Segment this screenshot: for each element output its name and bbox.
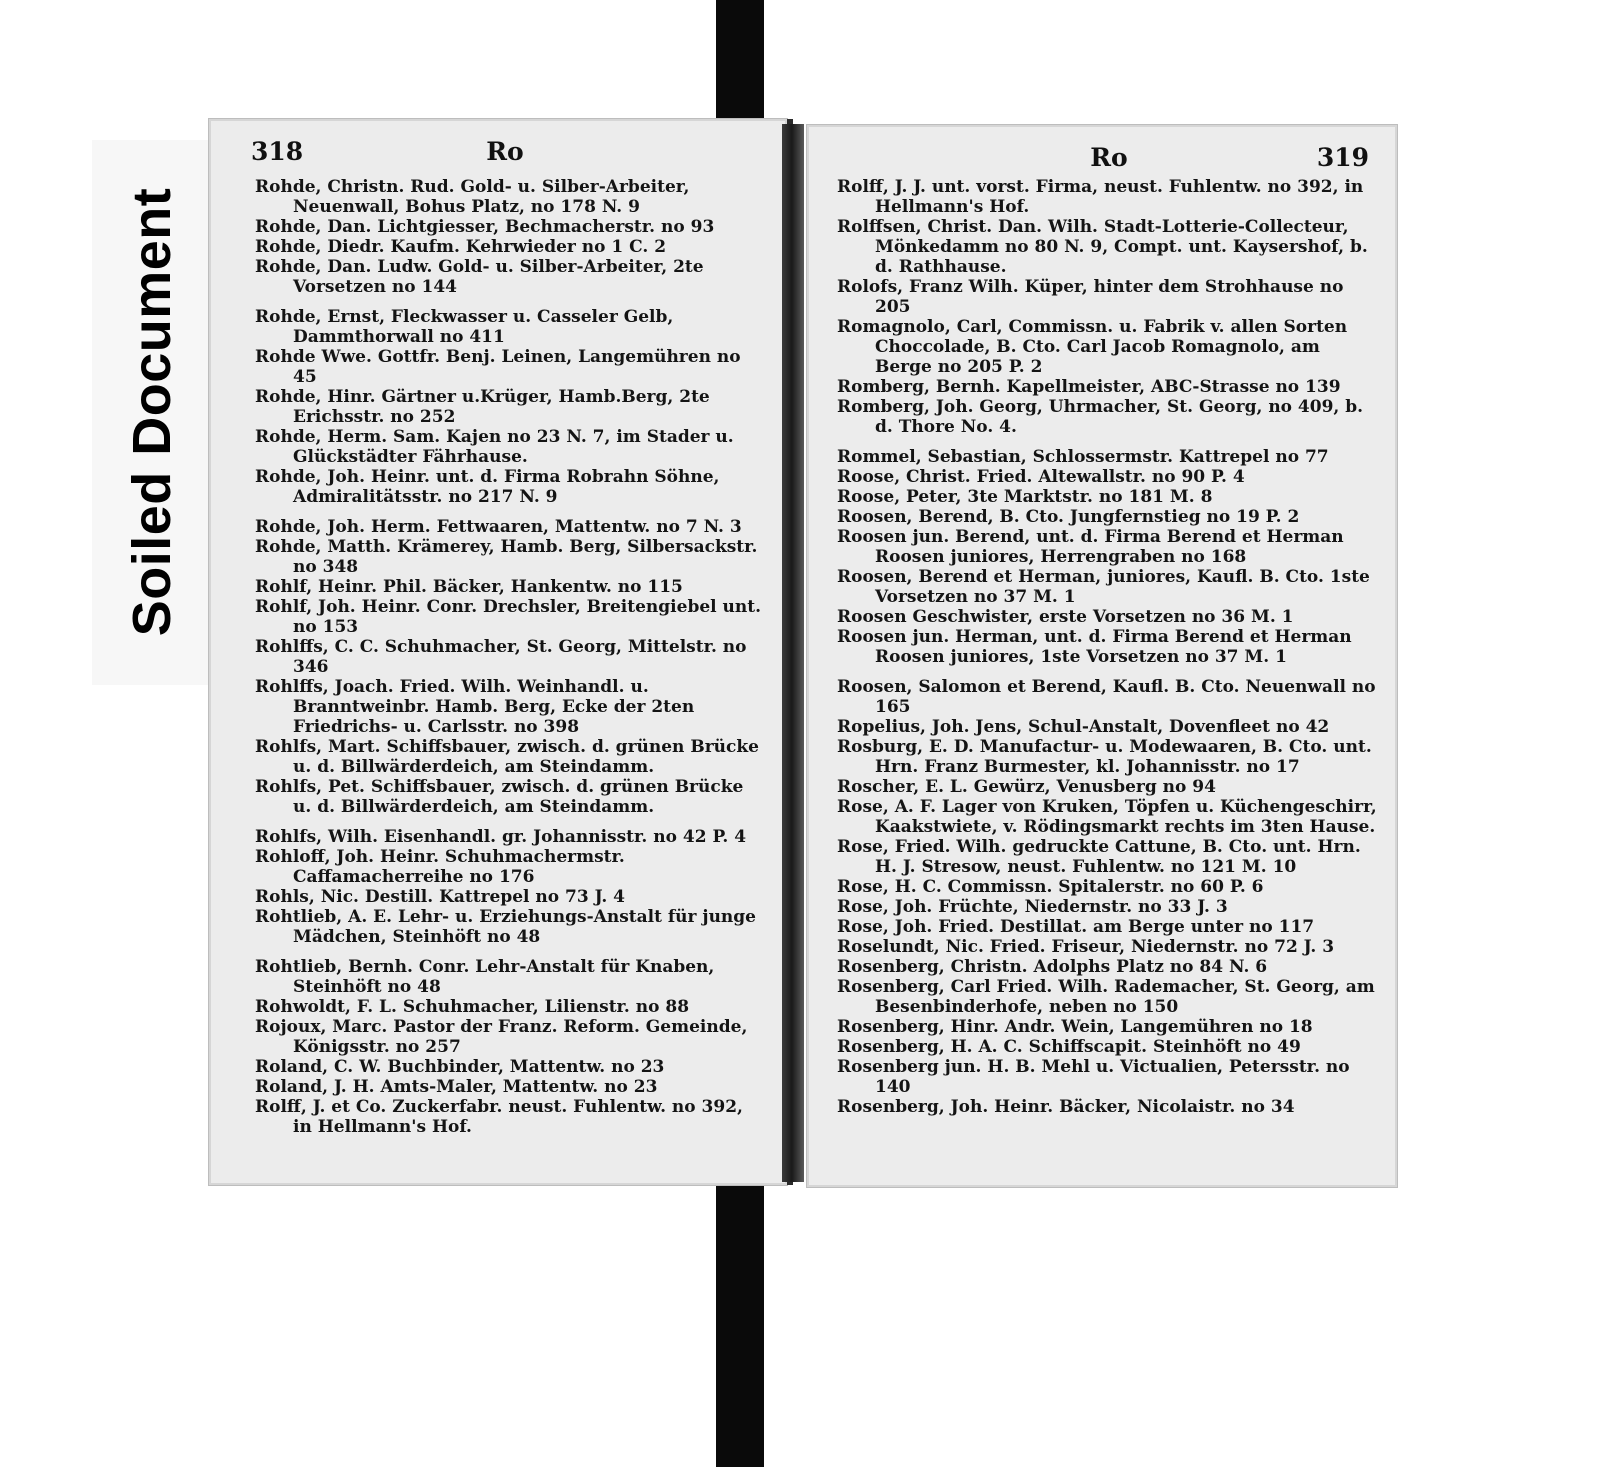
directory-entry: Rose, Joh. Fried. Destillat. am Berge unter no 117 [837, 917, 1315, 937]
directory-entry: Rose, A. F. Lager von Kruken, Töpfen u. Küchengeschirr, Kaakstwiete, v. Rödingsmarkt rechts im 3ten Hause. [837, 797, 1377, 837]
directory-entry: Rommel, Sebastian, Schlossermstr. Kattrepel no 77 [837, 447, 1329, 467]
directory-entry: Roosen, Berend et Herman, juniores, Kaufl. B. Cto. 1ste Vorsetzen no 37 M. 1 [837, 567, 1370, 607]
directory-entry: Rohde, Diedr. Kaufm. Kehrwieder no 1 C. 2 [255, 237, 667, 257]
directory-entry: Ropelius, Joh. Jens, Schul-Anstalt, Dovenfleet no 42 [837, 717, 1330, 737]
directory-entry: Rosenberg, Carl Fried. Wilh. Rademacher, St. Georg, am Besenbinderhofe, neben no 150 [837, 977, 1375, 1017]
left-entry-list [255, 177, 765, 1137]
left-page [208, 118, 788, 1186]
directory-entry: Rosenberg, Hinr. Andr. Wein, Langemühren no 18 [837, 1017, 1313, 1037]
directory-entry: Rolff, J. J. unt. vorst. Firma, neust. Fuhlentw. no 392, in Hellmann's Hof. [837, 177, 1364, 217]
directory-entry: Romberg, Joh. Georg, Uhrmacher, St. Georg, no 409, b. d. Thore No. 4. [837, 397, 1364, 437]
right-entry-list [837, 177, 1381, 1117]
directory-entry: Rohtlieb, Bernh. Conr. Lehr-Anstalt für Knaben, Steinhöft no 48 [255, 957, 715, 997]
directory-entry: Roosen jun. Herman, unt. d. Firma Berend et Herman Roosen juniores, 1ste Vorsetzen no 37 M. 1 [837, 627, 1352, 667]
directory-entry: Rohde, Dan. Lichtgiesser, Bechmacherstr. no 93 [255, 217, 715, 237]
directory-entry: Rohloff, Joh. Heinr. Schuhmachermstr. Caffamacherreihe no 176 [255, 847, 625, 887]
directory-entry: Rohde Wwe. Gottfr. Benj. Leinen, Langemühren no 45 [255, 347, 741, 387]
right-running-head: Ro [1090, 143, 1128, 172]
directory-entry: Rohlf, Joh. Heinr. Conr. Drechsler, Breitengiebel unt. no 153 [255, 597, 762, 637]
directory-entry: Rohde, Joh. Herm. Fettwaaren, Mattentw. no 7 N. 3 [255, 517, 742, 537]
book-spine [782, 124, 804, 1182]
directory-entry: Rohde, Herm. Sam. Kajen no 23 N. 7, im Stader u. Glückstädter Fährhause. [255, 427, 734, 467]
directory-entry: Rose, Joh. Früchte, Niedernstr. no 33 J. 3 [837, 897, 1228, 917]
directory-entry: Rohde, Matth. Krämerey, Hamb. Berg, Silbersackstr. no 348 [255, 537, 758, 577]
left-running-head: Ro [486, 137, 524, 166]
directory-entry: Roose, Christ. Fried. Altewallstr. no 90 P. 4 [837, 467, 1245, 487]
directory-entry: Rohlfs, Mart. Schiffsbauer, zwisch. d. grünen Brücke u. d. Billwärderdeich, am Steindamm. [255, 737, 759, 777]
directory-entry: Rohlffs, Joach. Fried. Wilh. Weinhandl. u. Branntweinbr. Hamb. Berg, Ecke der 2ten Friedrichs- u. Carlsstr. no 398 [255, 677, 695, 737]
directory-entry: Roselundt, Nic. Fried. Friseur, Niedernstr. no 72 J. 3 [837, 937, 1335, 957]
directory-entry: Rohlfs, Wilh. Eisenhandl. gr. Johannisstr. no 42 P. 4 [255, 827, 747, 847]
directory-entry: Rose, Fried. Wilh. gedruckte Cattune, B. Cto. unt. Hrn. H. J. Stresow, neust. Fuhlentw. no 121 M. 10 [837, 837, 1361, 877]
left-page-header [251, 137, 759, 177]
directory-entry: Rohde, Christn. Rud. Gold- u. Silber-Arbeiter, Neuenwall, Bohus Platz, no 178 N. 9 [255, 177, 690, 217]
directory-entry: Rolff, J. et Co. Zuckerfabr. neust. Fuhlentw. no 392, in Hellmann's Hof. [255, 1097, 743, 1137]
directory-entry: Rose, H. C. Commissn. Spitalerstr. no 60 P. 6 [837, 877, 1264, 897]
directory-entry: Rohls, Nic. Destill. Kattrepel no 73 J. 4 [255, 887, 625, 907]
directory-entry: Rohtlieb, A. E. Lehr- u. Erziehungs-Anstalt für junge Mädchen, Steinhöft no 48 [255, 907, 756, 947]
directory-entry: Roose, Peter, 3te Marktstr. no 181 M. 8 [837, 487, 1213, 507]
directory-entry: Rohlffs, C. C. Schuhmacher, St. Georg, Mittelstr. no 346 [255, 637, 747, 677]
directory-entry: Rosenberg, H. A. C. Schiffscapit. Steinhöft no 49 [837, 1037, 1301, 1057]
directory-entry: Rohlf, Heinr. Phil. Bäcker, Hankentw. no 115 [255, 577, 683, 597]
directory-entry: Rohde, Joh. Heinr. unt. d. Firma Robrahn Söhne, Admiralitätsstr. no 217 N. 9 [255, 467, 720, 507]
directory-entry: Rohde, Dan. Ludw. Gold- u. Silber-Arbeiter, 2te Vorsetzen no 144 [255, 257, 704, 297]
soiled-document-stamp: Soiled Document [122, 187, 182, 637]
directory-entry: Rohlfs, Pet. Schiffsbauer, zwisch. d. grünen Brücke u. d. Billwärderdeich, am Steindamm. [255, 777, 744, 817]
directory-entry: Romagnolo, Carl, Commissn. u. Fabrik v. allen Sorten Choccolade, B. Cto. Carl Jacob Romagnolo, am Berge no 205 P. 2 [837, 317, 1348, 377]
directory-entry: Roosen Geschwister, erste Vorsetzen no 36 M. 1 [837, 607, 1294, 627]
right-page-number: 319 [1316, 143, 1369, 172]
directory-entry: Roosen, Berend, B. Cto. Jungfernstieg no 19 P. 2 [837, 507, 1300, 527]
binding-tape-bottom [716, 1175, 764, 1467]
directory-entry: Rosburg, E. D. Manufactur- u. Modewaaren, B. Cto. unt. Hrn. Franz Burmester, kl. Johannisstr. no 17 [837, 737, 1372, 777]
directory-entry: Rosenberg, Christn. Adolphs Platz no 84 N. 6 [837, 957, 1268, 977]
directory-entry: Rohde, Ernst, Fleckwasser u. Casseler Gelb, Dammthorwall no 411 [255, 307, 674, 347]
directory-entry: Roland, C. W. Buchbinder, Mattentw. no 23 [255, 1057, 665, 1077]
directory-entry: Rosenberg, Joh. Heinr. Bäcker, Nicolaistr. no 34 [837, 1097, 1295, 1117]
directory-entry: Rolffsen, Christ. Dan. Wilh. Stadt-Lotterie-Collecteur, Mönkedamm no 80 N. 9, Compt. unt. Kaysershof, b. d. Rathhause. [837, 217, 1368, 277]
directory-entry: Roosen jun. Berend, unt. d. Firma Berend et Herman Roosen juniores, Herrengraben no 168 [837, 527, 1344, 567]
left-page-number: 318 [251, 137, 304, 166]
directory-entry: Rohwoldt, F. L. Schuhmacher, Lilienstr. no 88 [255, 997, 690, 1017]
right-page [806, 124, 1398, 1188]
directory-entry: Rosenberg jun. H. B. Mehl u. Victualien, Petersstr. no 140 [837, 1057, 1350, 1097]
directory-entry: Romberg, Bernh. Kapellmeister, ABC-Strasse no 139 [837, 377, 1341, 397]
directory-entry: Rojoux, Marc. Pastor der Franz. Reform. Gemeinde, Königsstr. no 257 [255, 1017, 748, 1057]
directory-entry: Roscher, E. L. Gewürz, Venusberg no 94 [837, 777, 1216, 797]
directory-entry: Roosen, Salomon et Berend, Kaufl. B. Cto. Neuenwall no 165 [837, 677, 1376, 717]
directory-entry: Roland, J. H. Amts-Maler, Mattentw. no 23 [255, 1077, 658, 1097]
directory-entry: Rohde, Hinr. Gärtner u.Krüger, Hamb.Berg, 2te Erichsstr. no 252 [255, 387, 710, 427]
directory-entry: Rolofs, Franz Wilh. Küper, hinter dem Strohhause no 205 [837, 277, 1344, 317]
